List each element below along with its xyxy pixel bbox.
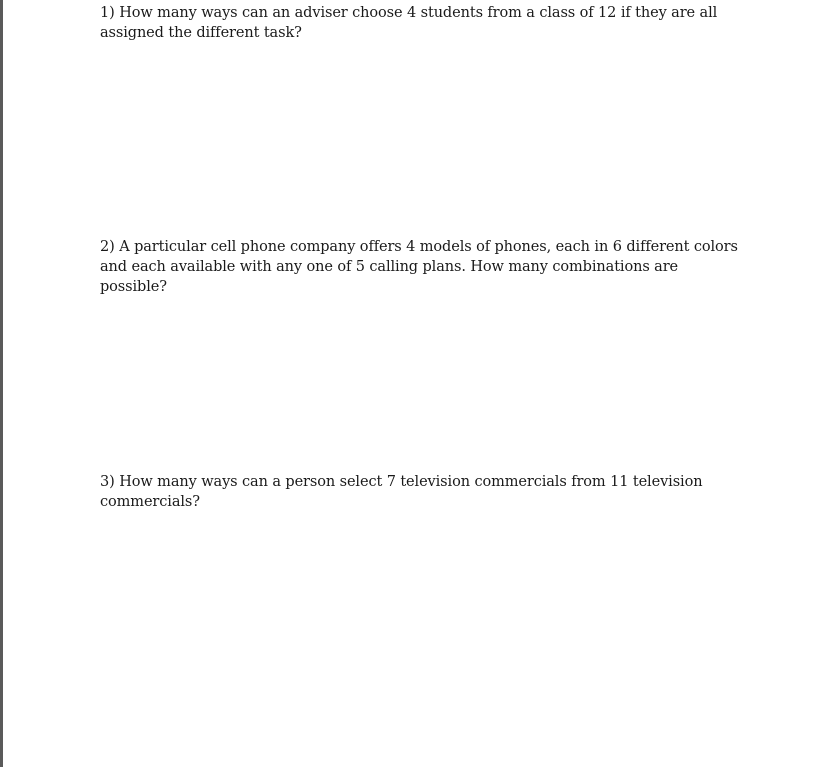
- question-2: 2) A particular cell phone company offers 4 models of phones, each in 6 different colors and each available with any one of 5 calling plans. How many combinations are possible?: [100, 239, 738, 295]
- question-1: 1) How many ways can an adviser choose 4 students from a class of 12 if they are all assigned the different task?: [100, 5, 718, 41]
- question-3: 3) How many ways can a person select 7 television commercials from 11 television commercials?: [100, 474, 703, 510]
- document-page: [3, 0, 820, 767]
